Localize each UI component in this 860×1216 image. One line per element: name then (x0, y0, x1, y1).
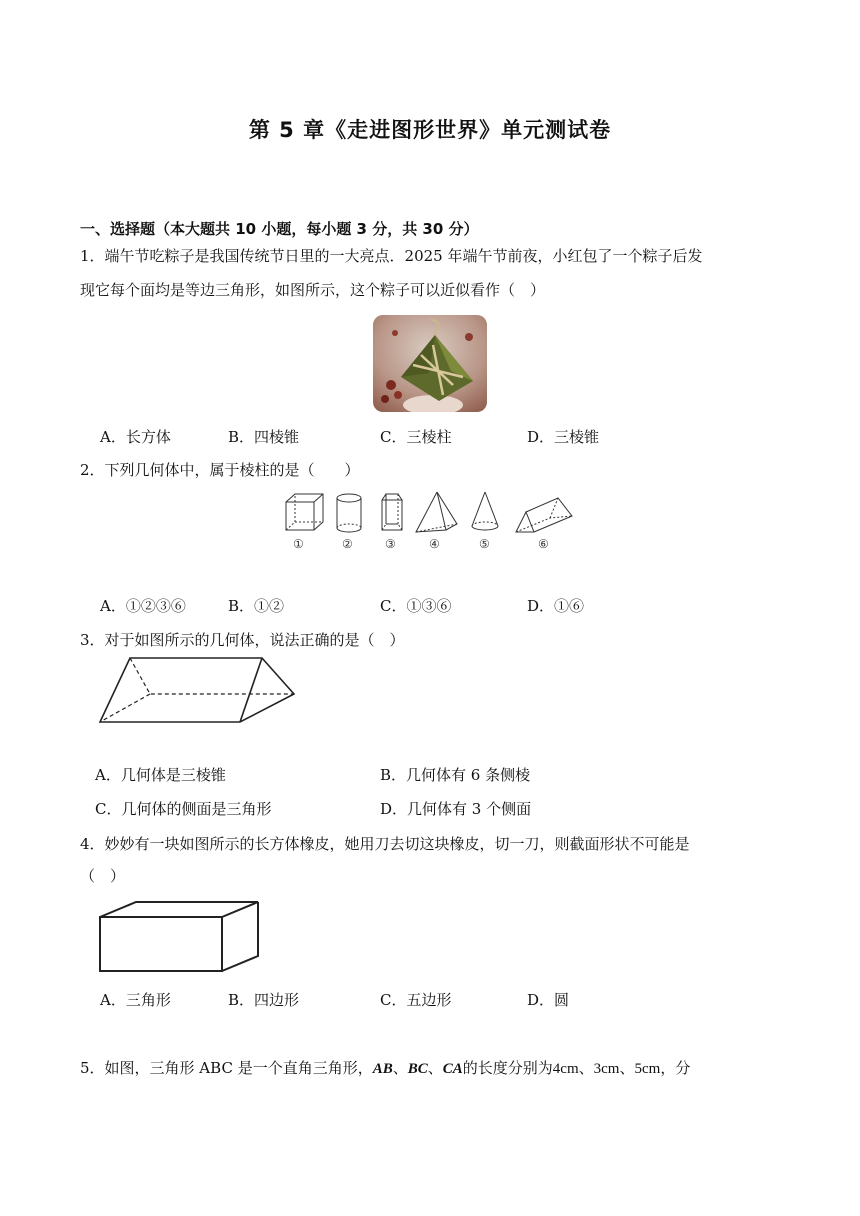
segment-ab: AB (372, 1061, 393, 1077)
q1-line2: 现它每个面均是等边三角形，如图所示，这个粽子可以近似看作（ ） (80, 281, 546, 299)
q4-line2: （ ） (80, 867, 126, 885)
q1-option-c: C．三棱柱 (380, 428, 452, 446)
q2-stem: 2．下列几何体中，属于棱柱的是（ ） (80, 461, 360, 479)
q1-option-b: B．四棱锥 (228, 428, 300, 446)
page-title: 第 5 章《走进图形世界》单元测试卷 (248, 118, 612, 142)
label-2: ② (342, 537, 353, 551)
q3-option-c: C．几何体的侧面是三角形 (95, 800, 272, 818)
q5-sep: 、 (427, 1059, 443, 1077)
section-heading: 一、选择题（本大题共 10 小题，每小题 3 分，共 30 分） (80, 220, 479, 238)
q2-solids-figure (282, 488, 582, 562)
label-5: ⑤ (479, 537, 490, 551)
cone-shape (472, 492, 498, 530)
cylinder-shape (337, 494, 361, 532)
q1-option-d: D．三棱锥 (527, 428, 600, 446)
q2-option-a: A．①②③⑥ (100, 597, 186, 615)
label-1: ① (293, 537, 304, 551)
segment-ca: CA (442, 1061, 463, 1077)
triangular-prism-upright-shape (382, 494, 402, 530)
q1-line1: 1．端午节吃粽子是我国传统节日里的一大亮点．2025 年端午节前夜，小红包了一个粽子后发 (80, 247, 703, 265)
q3-option-a: A．几何体是三棱锥 (95, 766, 226, 784)
q5-value-3: 5cm (634, 1061, 661, 1077)
q5-value-2: 3cm (593, 1061, 620, 1077)
q4-option-a: A．三角形 (100, 991, 171, 1009)
q3-prism-figure (96, 654, 300, 732)
label-4: ④ (429, 537, 440, 551)
q5-end: ，分 (660, 1059, 691, 1077)
q3-stem: 3．对于如图所示的几何体，说法正确的是（ ） (80, 631, 405, 649)
q1-option-a: A．长方体 (100, 428, 171, 446)
cube-shape (286, 494, 323, 530)
q5-middle: 的长度分别为 (462, 1059, 553, 1077)
q4-line1: 4．妙妙有一块如图所示的长方体橡皮，她用刀去切这块橡皮，切一刀，则截面形状不可能是 (80, 835, 690, 853)
q3-option-d: D．几何体有 3 个侧面 (380, 800, 532, 818)
segment-bc: BC (407, 1061, 428, 1077)
triangular-prism-lying-shape (516, 498, 572, 532)
q2-option-d: D．①⑥ (527, 597, 585, 615)
q4-option-b: B．四边形 (228, 991, 300, 1009)
q5-sep: 、 (578, 1059, 594, 1077)
q4-option-c: C．五边形 (380, 991, 452, 1009)
label-6: ⑥ (538, 537, 549, 551)
q5-prefix: 5．如图，三角形 ABC 是一个直角三角形， (80, 1059, 373, 1077)
q5-value-1: 4cm (552, 1061, 579, 1077)
pyramid-shape (416, 492, 457, 532)
q5-sep: 、 (619, 1059, 635, 1077)
zongzi-illustration (373, 315, 487, 412)
q5-sep: 、 (392, 1059, 408, 1077)
q3-option-b: B．几何体有 6 条侧棱 (380, 766, 531, 784)
q4-option-d: D．圆 (527, 991, 570, 1009)
q4-box-figure (96, 898, 264, 980)
label-3: ③ (385, 537, 396, 551)
q2-option-b: B．①② (228, 597, 285, 615)
zongzi-photo (373, 315, 487, 412)
q2-option-c: C．①③⑥ (380, 597, 452, 615)
q5-line1 (80, 1058, 690, 1079)
